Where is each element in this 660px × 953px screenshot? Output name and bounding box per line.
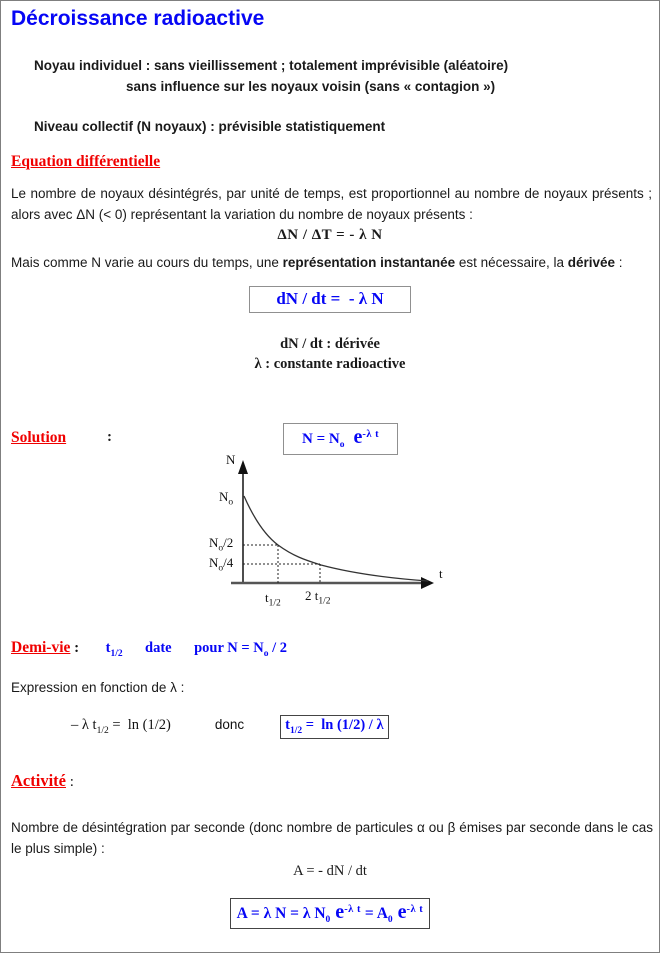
decay-graph-svg	[181, 449, 481, 609]
boxed-thalf-sub: 1/2	[289, 725, 303, 736]
activity-heading-row	[11, 771, 74, 791]
half-life-cond-sub: o	[263, 648, 269, 659]
half-life-eq-left-sub: 1/2	[96, 725, 109, 736]
activity-plain-formula-row	[1, 863, 659, 880]
activity-plain-formula: A = - dN / dt	[293, 863, 367, 879]
activity-box-s1: 0	[325, 915, 331, 926]
paragraph-derivative	[11, 252, 656, 273]
graph-n0-half-rest: /2	[223, 535, 234, 550]
graph-2thalf-pre: 2	[305, 588, 315, 603]
graph-n0-quarter-sub: o	[218, 563, 224, 574]
paragraph-derivative-text: Mais comme N varie au cours du temps, une	[11, 255, 283, 270]
graph-n0-label	[219, 489, 233, 508]
solution-colon: :	[107, 429, 112, 445]
half-life-t-sub: 1/2	[110, 648, 123, 659]
y-axis-arrowhead	[238, 460, 248, 474]
formula-delta-row	[1, 227, 659, 244]
boxed-formula-row	[1, 286, 659, 313]
note-derivative	[1, 334, 659, 354]
activity-box-row	[1, 898, 659, 929]
note-lambda-text: λ : constante radioactive	[254, 356, 406, 372]
half-life-eq-left-rest: = ln (1/2)	[108, 717, 171, 733]
formula-delta-n: ΔN / ΔT = - λ N	[277, 227, 383, 243]
activity-colon: :	[65, 774, 74, 790]
activity-box-e1: e	[330, 901, 345, 923]
section-heading-activity: Activité	[11, 771, 66, 790]
decay-curve	[244, 496, 428, 581]
graph-n0-base: N	[219, 489, 229, 504]
graph-xlabel: t	[439, 566, 443, 581]
activity-box-p1: A = λ N = λ N	[236, 905, 326, 922]
section-heading-half-life: Demi-vie	[11, 639, 71, 656]
paragraph-proportional: Le nombre de noyaux désintégrés, par unité de temps, est proportionnel au nombre de noyaux présents ; alors avec ΔN (< 0) représentant la variation du nombre de noyaux présents :	[11, 186, 652, 222]
graph-ylabel: N	[226, 452, 236, 467]
graph-2thalf-base: t	[314, 588, 319, 603]
graph-2thalf-label	[305, 588, 331, 607]
graph-2thalf-sub: 1/2	[318, 596, 331, 607]
activity-box-e2: e	[392, 901, 407, 923]
intro-line-collective: Niveau collectif (N noyaux) : prévisible statistiquement	[34, 119, 386, 134]
decay-graph	[181, 449, 481, 609]
x-axis-arrowhead	[421, 577, 434, 589]
bold-derivee: dérivée	[567, 255, 616, 270]
half-life-colon: :	[70, 640, 80, 656]
graph-thalf-base: t	[265, 590, 269, 605]
activity-box-s2: 0	[387, 915, 393, 926]
solution-formula-sub: o	[339, 440, 345, 450]
solution-formula-exponent: -λ t	[362, 429, 380, 440]
solution-formula-e: e	[353, 426, 363, 448]
note-derivative-text: dN / dt : dérivée	[280, 336, 380, 352]
graph-n0-quarter-base: N	[209, 555, 219, 570]
section-heading-differential-equation: Equation différentielle	[11, 153, 161, 170]
half-life-equation-row	[71, 715, 389, 739]
boxed-formula-dn-dt: dN / dt = - λ N	[249, 286, 410, 313]
graph-n0-quarter-label	[209, 555, 233, 574]
half-life-cond-pre: pour N = N	[194, 640, 264, 656]
graph-n0-half-label	[209, 535, 233, 554]
half-life-t-symbol	[105, 640, 123, 659]
half-life-eq-left-pre: – λ t	[71, 717, 97, 733]
expression-label: Expression en fonction de λ :	[11, 680, 185, 695]
graph-n0-quarter-rest: /4	[223, 555, 234, 570]
boxed-formula-thalf	[280, 715, 388, 739]
graph-n0-sub: o	[228, 497, 234, 508]
boxed-formula-activity	[230, 898, 431, 929]
page-title: Décroissance radioactive	[11, 7, 265, 30]
graph-thalf-sub: 1/2	[268, 598, 281, 609]
solution-formula-pre: N = N	[302, 431, 340, 447]
intro-line-no-influence: sans influence sur les noyaux voisin (sans « contagion »)	[126, 79, 496, 94]
activity-box-p3: = A	[360, 905, 388, 922]
activity-paragraph: Nombre de désintégration par seconde (donc nombre de particules α ou β émises par seconde dans le cas le plus simple) :	[11, 820, 653, 856]
graph-n0-half-base: N	[209, 535, 219, 550]
half-life-row	[11, 639, 287, 659]
boxed-thalf-pre: t	[285, 717, 290, 733]
half-life-eq-left	[71, 717, 171, 736]
paragraph-derivative-text2: est nécessaire, la	[455, 255, 568, 270]
section-heading-solution: Solution	[11, 429, 67, 446]
activity-box-sup2: -λ t	[406, 903, 424, 915]
activity-box-sup1: -λ t	[344, 903, 361, 915]
intro-line-individual: Noyau individuel : sans vieillissement ; totalement imprévisible (aléatoire)	[34, 58, 509, 73]
word-donc: donc	[214, 717, 245, 732]
graph-n0-half-sub: o	[218, 543, 224, 554]
note-lambda	[1, 354, 659, 374]
half-life-t-base: t	[105, 640, 111, 656]
half-life-word-date: date	[145, 640, 172, 656]
half-life-cond-rest: / 2	[268, 640, 287, 656]
half-life-condition	[194, 640, 287, 659]
graph-thalf-label	[265, 590, 281, 609]
boxed-thalf-rest: = ln (1/2) / λ	[302, 717, 384, 733]
paragraph-derivative-colon: :	[615, 255, 623, 270]
bold-representation-instantanee: représentation instantanée	[282, 255, 456, 270]
